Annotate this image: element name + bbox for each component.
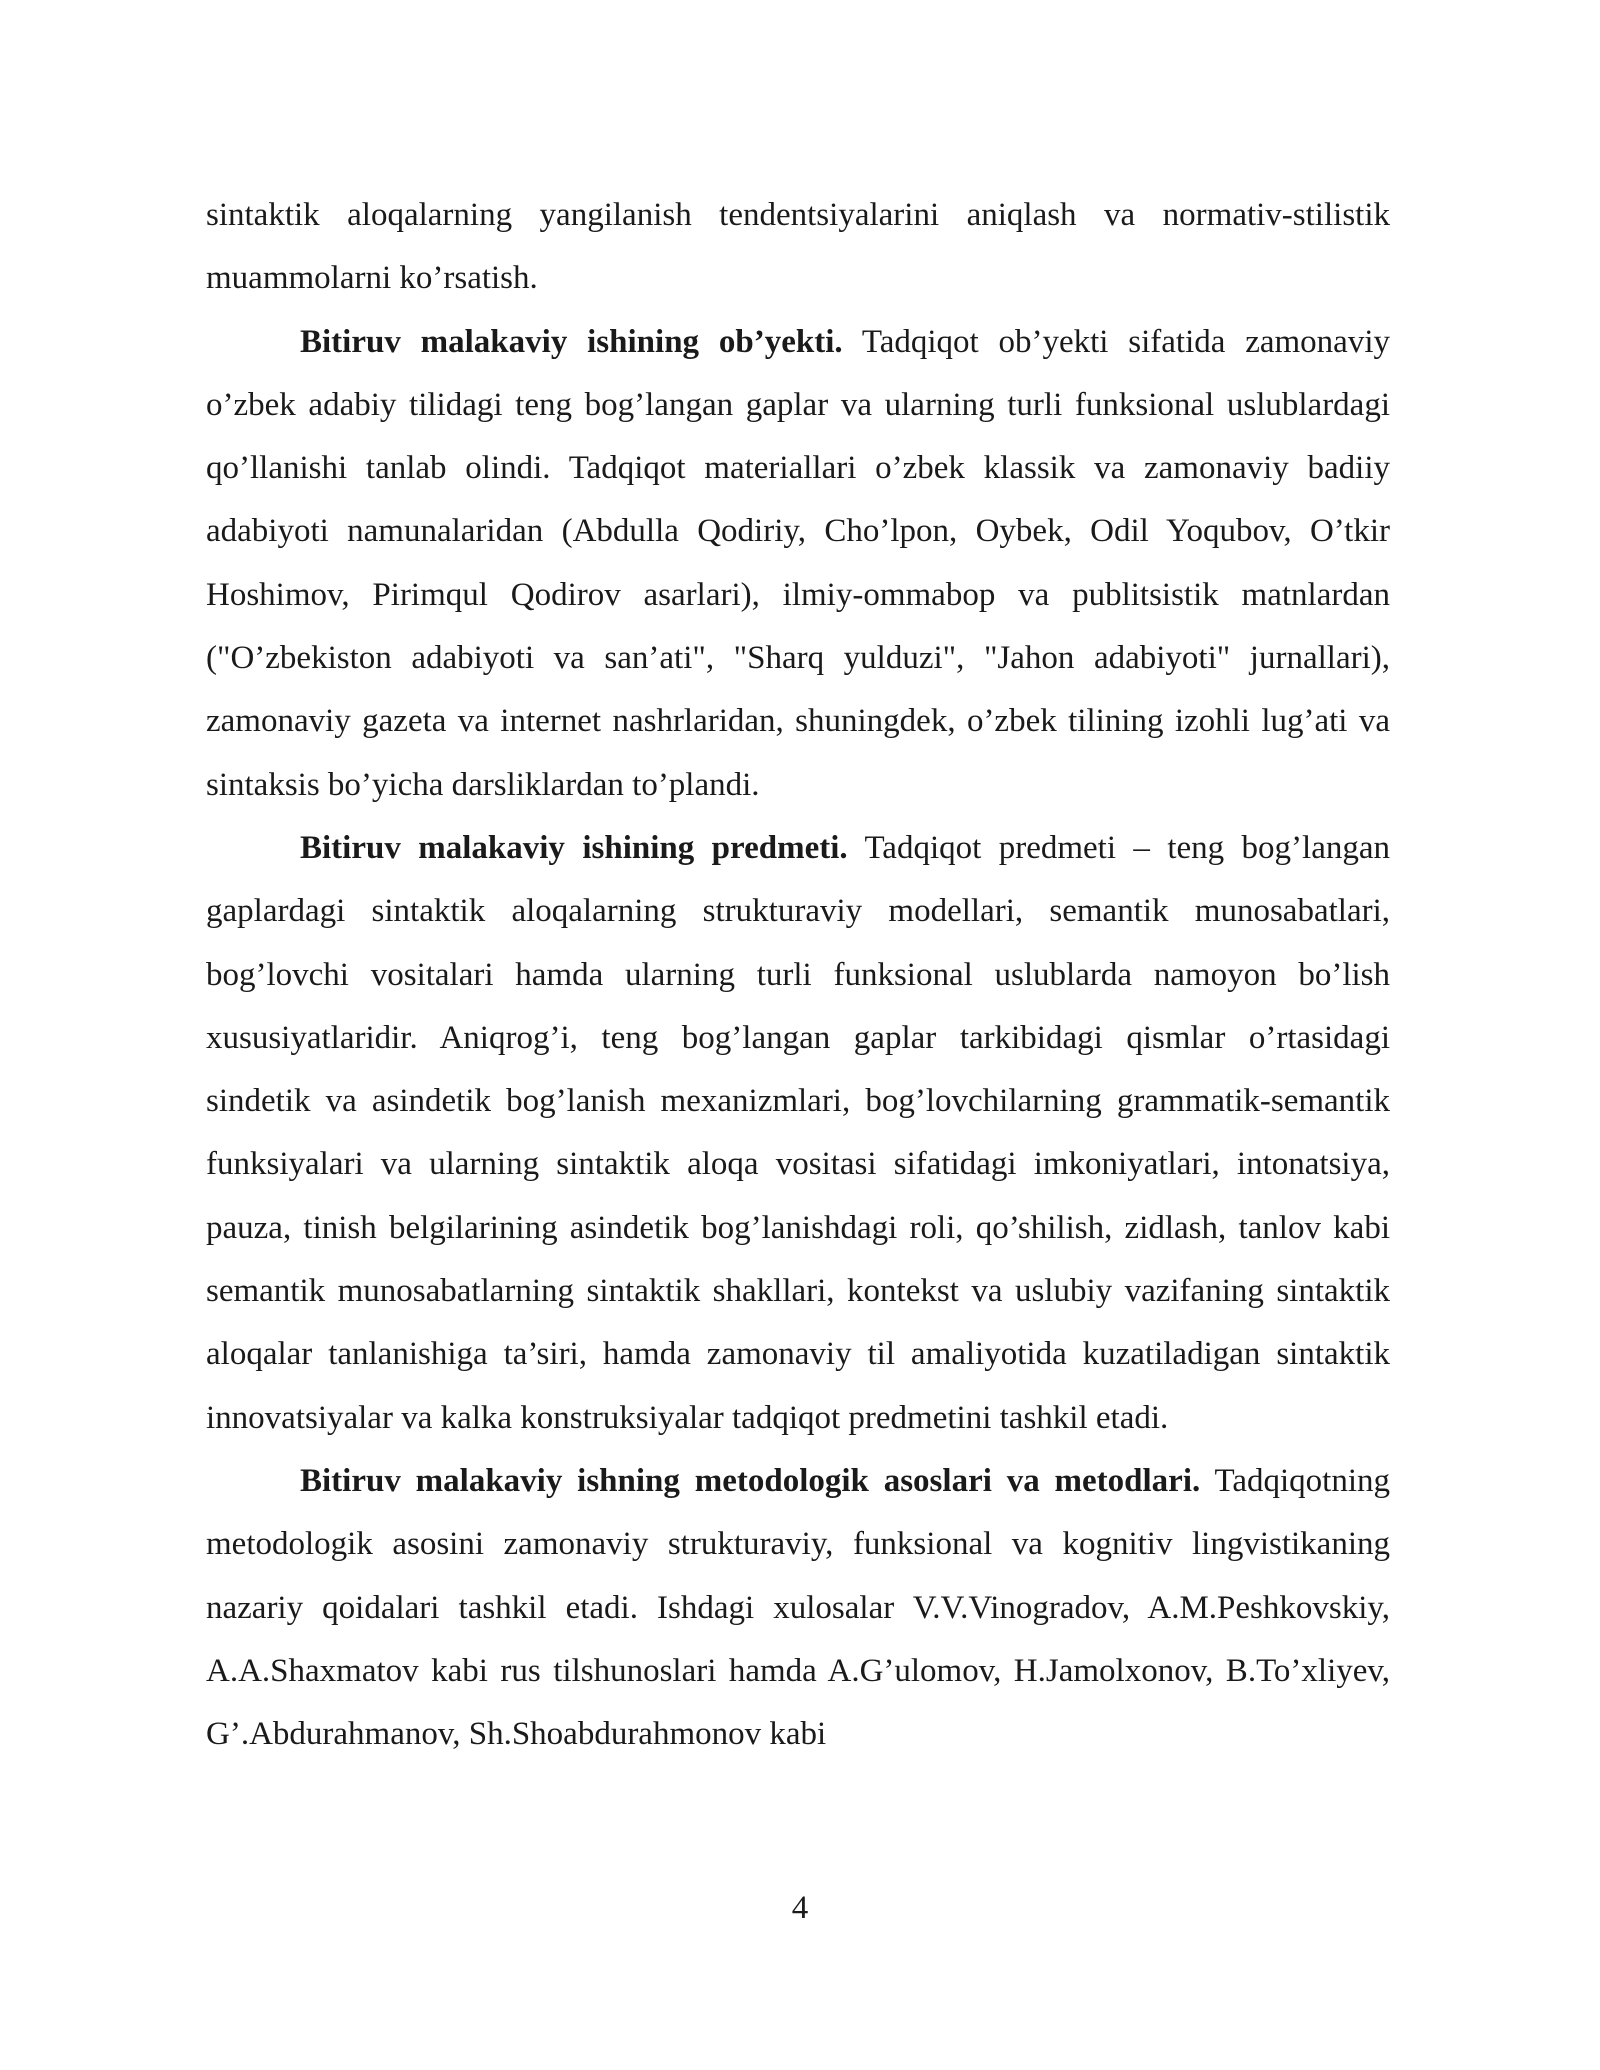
page-number: 4 [791,1890,809,1926]
paragraph-object [206,311,1390,817]
paragraph-heading: Bitiruv malakaviy ishning metodologik asoslari va metodlari. [300,1462,1201,1499]
paragraph-intro-continuation [206,184,1390,311]
paragraph-methodology [206,1450,1390,1766]
paragraph-text: Tadqiqot ob’yekti sifatida zamonaviy o’zbek adabiy tilidagi teng bog’langan gaplar va ularning turli funksional uslublardagi qo’llanishi tanlab olindi. Tadqiqot materiallari o’zbek klassik va zamonaviy badiiy adabiyoti namunalaridan (Abdulla Qodiriy, Cho’lpon, Oybek, Odil Yoqubov, O’tkir Hoshimov, Pirimqul Qodirov asarlari), ilmiy-ommabop va publitsistik matnlardan ("O’zbekiston adabiyoti va san’ati", "Sharq yulduzi", "Jahon adabiyoti" jurnallari), zamonaviy gazeta va internet nashrlaridan, shuningdek, o’zbek tilining izohli lug’ati va sintaksis bo’yicha darsliklardan to’plandi. [206,323,1390,803]
paragraph-heading: Bitiruv malakaviy ishining ob’yekti. [300,323,843,360]
paragraph-text: Tadqiqotning metodologik asosini zamonaviy strukturaviy, funksional va kognitiv lingvistikaning nazariy qoidalari tashkil etadi. Ishdagi xulosalar V.V.Vinogradov, A.M.Peshkovskiy, A.A.Shaxmatov kabi rus tilshunoslari hamda A.G’ulomov, H.Jamolxonov, B.To’xliyev, G’.Abdurahmanov, Sh.Shoabdurahmonov kabi [206,1462,1390,1753]
paragraph-text: sintaktik aloqalarning yangilanish tendentsiyalarini aniqlash va normativ-stilistik muammolarni ko’rsatish. [206,197,1390,297]
paragraph-heading: Bitiruv malakaviy ishining predmeti. [300,829,848,866]
paragraph-subject [206,817,1390,1450]
paragraph-text: Tadqiqot predmeti – teng bog’langan gaplardagi sintaktik aloqalarning strukturaviy modellari, semantik munosabatlari, bog’lovchi vositalari hamda ularning turli funksional uslublarda namoyon bo’lish xususiyatlaridir. Aniqrog’i, teng bog’langan gaplar tarkibidagi qismlar o’rtasidagi sindetik va asindetik bog’lanish mexanizmlari, bog’lovchilarning grammatik-semantik funksiyalari va ularning sintaktik aloqa vositasi sifatidagi imkoniyatlari, intonatsiya, pauza, tinish belgilarining asindetik bog’lanishdagi roli, qo’shilish, zidlash, tanlov kabi semantik munosabatlarning sintaktik shakllari, kontekst va uslubiy vazifaning sintaktik aloqalar tanlanishiga ta’siri, hamda zamonaviy til amaliyotida kuzatiladigan sintaktik innovatsiyalar va kalka konstruksiyalar tadqiqot predmetini tashkil etadi. [206,829,1391,1436]
body-text [206,184,1390,1766]
